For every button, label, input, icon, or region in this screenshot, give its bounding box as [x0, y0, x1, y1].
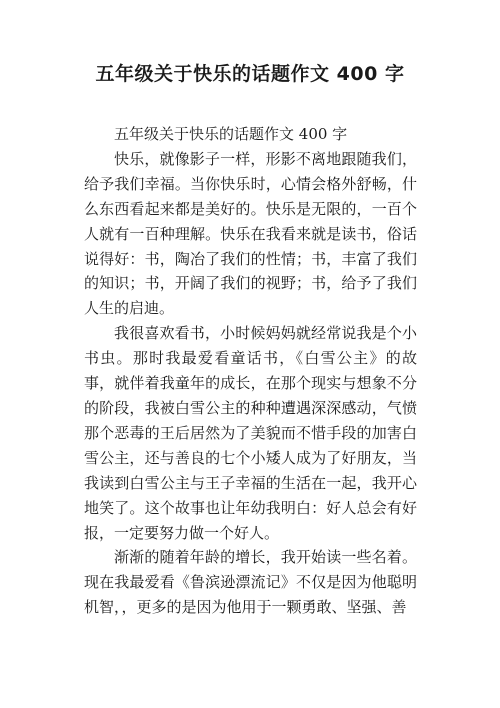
document-title: 五年级关于快乐的话题作文 400 字 — [95, 63, 405, 85]
paragraph-heading: 五年级关于快乐的话题作文 400 字 — [114, 125, 348, 143]
paragraph: 我很喜欢看书，小时候妈妈就经常说我是个小书虫。那时我最爱看童话书，《白雪公主》的故事，就伴着我童年的成长，在那个现实与想象不分的阶段，我被白雪公主的种种遭遇深深感动，气愤那个恶毒的王后居然为了美貌而不惜手段的加害白雪公主，还与善良的七个小矮人成为了好朋友，当我读到白雪公主与王子幸福的生活在一起，我开心地笑了。这个故事也让年幼我明白：好人总会有好报，一定要努力做一个好人。 — [84, 324, 417, 542]
document-body — [84, 122, 417, 620]
paragraph: 快乐，就像影子一样，形影不离地跟随我们，给予我们幸福。当你快乐时，心情会格外舒畅，什么东西看起来都是美好的。快乐是无限的，一百个人就有一百种理解。快乐在我看来就是读书，俗话说得好：书，陶冶了我们的性情；书，丰富了我们的知识；书，开阔了我们的视野；书，给予了我们人生的启迪。 — [84, 149, 417, 318]
paragraph: 渐渐的随着年龄的增长，我开始读一些名着。现在我最爱看《鲁滨逊漂流记》不仅是因为他聪明机智，，更多的是因为他用于一颗勇敢、坚强、善 — [84, 548, 417, 617]
